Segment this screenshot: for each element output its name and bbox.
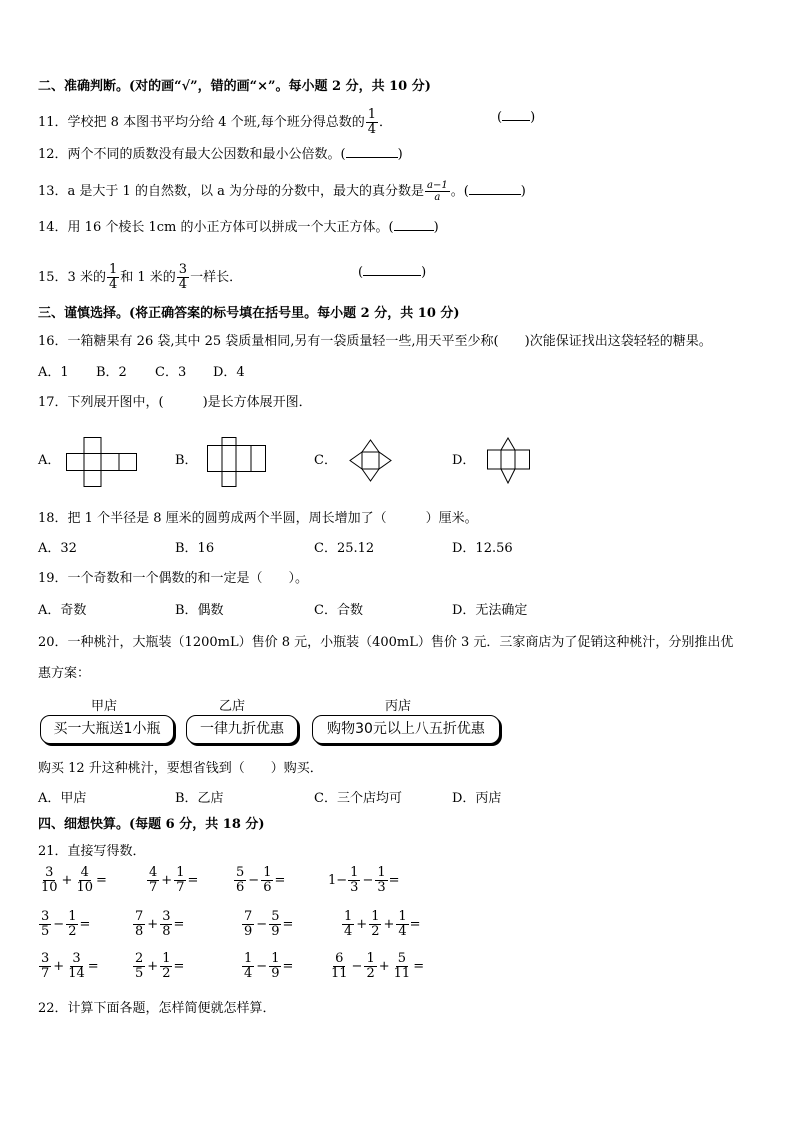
math-expr: $\frac{5}{6}$ − $\frac{1}{6}$ = (236, 865, 286, 895)
math-expr: 1− $\frac{1}{3}$ − $\frac{1}{3}$ = (328, 865, 400, 895)
math-expr: $\frac{7}{9}$ − $\frac{5}{9}$ = (244, 909, 294, 939)
net-a-figure (66, 437, 138, 487)
option-d[interactable]: D． (452, 453, 476, 468)
offer-box-yi: 一律九折优惠 (186, 715, 298, 744)
option-b[interactable]: B．乙店 (175, 791, 224, 806)
option-a[interactable]: A． (38, 453, 61, 468)
option-b[interactable]: B．2 (96, 365, 127, 380)
question-19: 19．一个奇数和一个偶数的和一定是（ ）。 (38, 571, 309, 586)
option-a[interactable]: A．甲店 (38, 791, 87, 806)
math-expr: $\frac{4}{7}$ + $\frac{1}{7}$ = (149, 865, 199, 895)
net-b-figure (207, 437, 267, 487)
question-12: 12．两个不同的质数没有最大公因数和最小公倍数。( ) (38, 147, 403, 162)
question-22: 22．计算下面各题，怎样简便就怎样算． (38, 1001, 276, 1016)
answer-blank-15[interactable]: ( ) (358, 265, 427, 280)
offer-box-jia: 买一大瓶送1小瓶 (40, 715, 174, 744)
net-c-figure (349, 439, 393, 483)
question-11: 11．学校把 8 本图书平均分给 4 个班,每个班分得总数的 $\frac{1}{4}$ ． (38, 107, 393, 137)
fraction: $\frac{1}{4}$ (367, 107, 377, 137)
option-d[interactable]: D．丙店 (452, 791, 502, 806)
answer-blank-14[interactable] (394, 218, 434, 231)
option-c[interactable]: C． (314, 453, 337, 468)
option-a[interactable]: A．32 (38, 541, 77, 556)
option-b[interactable]: B．16 (175, 541, 215, 556)
math-expr: $\frac{1}{4}$ − $\frac{1}{9}$ = (244, 951, 294, 981)
option-d[interactable]: D．4 (213, 365, 245, 380)
section2-heading: 二、准确判断。(对的画“√”，错的画“×”。每小题 2 分，共 10 分) (38, 79, 431, 94)
option-a[interactable]: A．奇数 (38, 603, 87, 618)
question-13: 13．a 是大于 1 的自然数，以 a 为分母的分数中，最大的真分数是 $\frac{a-1}{a}$ 。( ) (38, 180, 526, 203)
offer-box-bing: 购物30元以上八五折优惠 (312, 715, 500, 744)
question-17: 17．下列展开图中，( )是长方体展开图． (38, 395, 312, 410)
option-c[interactable]: C．三个店均可 (314, 791, 402, 806)
store-label-bing: 丙店 (384, 699, 411, 714)
question-20-line2: 惠方案： (38, 666, 91, 681)
option-c[interactable]: C．3 (155, 365, 187, 380)
option-d[interactable]: D．无法确定 (452, 603, 528, 618)
question-20-line3: 购买 12 升这种桃汁，要想省钱到（ ）购买． (38, 761, 323, 776)
question-20-line1: 20．一种桃汁，大瓶装（1200mL）售价 8 元，小瓶装（400mL）售价 3 元．三家商店为了促销这种桃汁，分别推出优 (38, 635, 734, 650)
math-expr: $\frac{2}{5}$ + $\frac{1}{2}$ = (135, 951, 185, 981)
option-a[interactable]: A．1 (38, 365, 69, 380)
option-c[interactable]: C．25.12 (314, 541, 375, 556)
math-expr: $\frac{6}{11}$ − $\frac{1}{2}$ + $\frac{5}{11}$ = (331, 951, 425, 981)
math-expr: $\frac{3}{10}$ + $\frac{4}{10}$ = (41, 865, 107, 895)
answer-blank-11[interactable]: ( ) (497, 110, 536, 125)
option-b[interactable]: B．偶数 (175, 603, 224, 618)
answer-blank-12[interactable] (346, 145, 398, 158)
store-label-yi: 乙店 (218, 699, 245, 714)
option-b[interactable]: B． (175, 453, 198, 468)
option-d[interactable]: D．12.56 (452, 541, 513, 556)
question-21: 21．直接写得数． (38, 844, 146, 859)
section4-heading: 四、细想快算。(每题 6 分，共 18 分) (38, 817, 265, 832)
math-expr: $\frac{3}{7}$ + $\frac{3}{14}$ = (41, 951, 99, 981)
store-label-jia: 甲店 (90, 699, 117, 714)
math-expr: $\frac{1}{4}$ + $\frac{1}{2}$ + $\frac{1}{4}$ = (344, 909, 421, 939)
math-expr: $\frac{3}{5}$ − $\frac{1}{2}$ = (41, 909, 91, 939)
fraction: $\frac{a-1}{a}$ (426, 180, 448, 203)
question-14: 14．用 16 个棱长 1cm 的小正方体可以拼成一个大正方体。( ) (38, 220, 439, 235)
question-15: 15．3 米的 $\frac{1}{4}$ 和 1 米的 $\frac{3}{4}$ 一样长． (38, 262, 243, 292)
math-expr: $\frac{7}{8}$ + $\frac{3}{8}$ = (135, 909, 185, 939)
answer-blank-13[interactable] (469, 182, 521, 195)
section3-heading: 三、谨慎选择。(将正确答案的标号填在括号里。每小题 2 分，共 10 分) (38, 306, 460, 321)
question-18: 18．把 1 个半径是 8 厘米的圆剪成两个半圆，周长增加了（ ）厘米。 (38, 511, 478, 526)
question-16: 16．一箱糖果有 26 袋,其中 25 袋质量相同,另有一袋质量轻一些,用天平至少称( )次能保证找出这袋轻轻的糖果。 (38, 334, 712, 349)
option-c[interactable]: C．合数 (314, 603, 363, 618)
net-d-figure (486, 437, 532, 485)
